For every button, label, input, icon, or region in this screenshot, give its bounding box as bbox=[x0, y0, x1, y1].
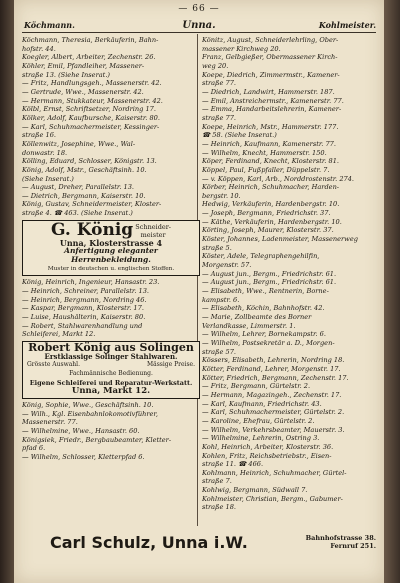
directory-entry-line: straße 57. bbox=[202, 347, 237, 356]
directory-entry-line: Kölbl, Ernst, Schriftsetzer, Nordring 17. bbox=[22, 105, 156, 114]
ad-robert-right-note: Mässige Preise. bbox=[146, 361, 195, 369]
directory-entry-line: — Heinrich, Schreiner, Parallelstr. 13. bbox=[22, 287, 149, 296]
directory-entry-line: kampstr. 6. bbox=[202, 295, 240, 304]
directory-entry-line: — Karoline, Ehefrau, Gürtelstr. 2. bbox=[202, 416, 315, 425]
ad-robert-left-note: Grösste Auswahl. bbox=[27, 361, 80, 369]
left-entries-mid bbox=[22, 278, 200, 339]
directory-entry-line: straße 16. bbox=[22, 131, 57, 140]
footer-advertisement bbox=[22, 528, 376, 556]
directory-entry-line: Morgenstr. 57. bbox=[202, 261, 252, 270]
header-rule bbox=[22, 32, 376, 33]
footer-address: Bahnhofstrasse 38. bbox=[305, 534, 376, 542]
footer-publisher-name: Carl Schulz, Unna i.W. bbox=[50, 532, 248, 552]
directory-entry-line: — Luise, Haushälterin, Kaiserstr. 80. bbox=[22, 313, 146, 322]
right-entries bbox=[202, 36, 378, 512]
directory-entry-line: Schleiferei, Markt 12. bbox=[22, 330, 96, 339]
running-head-center: Unna. bbox=[182, 20, 216, 31]
directory-entry-line: straße 7. bbox=[202, 477, 232, 486]
directory-entry-line: Koegler, Albert, Arbeiter, Zechenstr. 26. bbox=[22, 53, 156, 62]
directory-entry-line: — Emil, Anstreichermstr., Kamenerstr. 77. bbox=[202, 96, 344, 105]
ad-konig-specialty: Anfertigung eleganter Herrenbekleidung. bbox=[64, 246, 158, 265]
directory-entry-line: König, Gustav, Schneidermeister, Kloster- bbox=[22, 200, 162, 209]
directory-entry-line: — Heinrich, Bergmann, Nordring 46. bbox=[22, 295, 147, 304]
directory-entry-line: König, Adolf, Mstr., Geschäftsinh. 10. bbox=[22, 165, 147, 174]
directory-entry-line: Kölker, Adolf, Kaufbursche, Kaiserstr. 80. bbox=[22, 113, 160, 122]
ad-robert-title: Robert König aus Solingen bbox=[28, 341, 194, 354]
ad-konig-address: Unna, Klosterstrasse 4 bbox=[59, 237, 163, 248]
directory-entry-line: Köllenwitz, Josephine, Wwe., Wal- bbox=[22, 139, 136, 148]
robert-konig-advertisement bbox=[22, 341, 200, 399]
directory-entry-line: Verlandkasse, Limmerstr. 1. bbox=[202, 321, 296, 330]
directory-entry-line: Kölling, Eduard, Schlosser, Königstr. 13. bbox=[22, 157, 157, 166]
directory-entry-line: — Elisabeth, Köchin, Bahnhofstr. 42. bbox=[202, 304, 325, 313]
directory-entry-line: Kohlen, Fritz, Reichsbetriebstr., Eisen- bbox=[202, 451, 332, 460]
directory-entry-line: — Marie, Zollbeamte des Borner bbox=[202, 313, 312, 321]
directory-entry-line: Köster, Johannes, Ladenmeister, Massenerweg bbox=[202, 235, 358, 244]
directory-entry-line: Kohlwig, Bergmann, Südwall 7. bbox=[202, 486, 308, 495]
directory-entry-line: König, Heinrich, Ingenieur, Hansastr. 23. bbox=[22, 278, 160, 287]
directory-entry-line: straße 77. bbox=[202, 79, 237, 88]
directory-entry-line: straße 13. (Siehe Inserat.) bbox=[22, 70, 110, 79]
directory-entry-line: — Wilhelm, Postsekretär a. D., Morgen- bbox=[202, 338, 335, 347]
ad-konig-side-2: meister bbox=[140, 230, 166, 239]
directory-entry-line: Köchmann, Theresia, Berkäuferin, Bahn- bbox=[22, 36, 159, 44]
directory-entry-line: straße 4. ☎ 463. (Siehe Inserat.) bbox=[22, 209, 133, 218]
directory-entry-line: — Dietrich, Bergmann, Kaiserstr. 10. bbox=[22, 191, 146, 200]
page-edge bbox=[384, 0, 400, 583]
left-entries-top bbox=[22, 36, 200, 218]
directory-entry-line: Kohlmeister, Christian, Bergm., Gabumer- bbox=[202, 494, 343, 503]
directory-entry-line: — Hermann, Magazingeh., Zechenstr. 17. bbox=[202, 390, 342, 399]
ad-robert-service: Fachmännische Bedienung. bbox=[69, 369, 153, 377]
ad-robert-address: Unna, Markt 12. bbox=[71, 386, 151, 397]
directory-entry-line: straße 18. bbox=[202, 503, 237, 512]
right-column bbox=[202, 36, 378, 512]
directory-entry-line: — Wilhelm, Knecht, Hammerstr. 150. bbox=[202, 148, 327, 157]
directory-entry-line: — Wilhelm, Schlosser, Kletterpfad 6. bbox=[22, 452, 145, 461]
directory-entry-line: — Wilhelmine, Lehrerin, Ostring 3. bbox=[202, 434, 320, 443]
directory-entry-line: — Karl, Schuhmachermeister, Gürtelstr. 2. bbox=[202, 408, 345, 417]
directory-entry-line: ☎ 58. (Siehe Inserat.) bbox=[202, 131, 277, 140]
directory-entry-line: Könitz, August, Schneiderlehrling, Ober- bbox=[202, 36, 339, 44]
directory-entry-line: — August, Dreher, Parallelstr. 13. bbox=[22, 183, 135, 192]
running-head-left: Köchmann. bbox=[24, 20, 75, 30]
directory-page bbox=[14, 0, 384, 583]
left-entries-bottom bbox=[22, 401, 200, 462]
directory-entry-line: — Wilhelmine, Wwe., Hansastr. 60. bbox=[22, 426, 140, 435]
directory-entry-line: Kötter, Ferdinand, Lehrer, Morgenstr. 17. bbox=[202, 364, 341, 373]
directory-entry-line: — Fritz, Handlungsgeh., Massenerstr. 42. bbox=[22, 79, 162, 88]
directory-entry-line: Kössers, Elisabeth, Lehrerin, Nordring 18. bbox=[202, 356, 345, 365]
directory-entry-line: Köppel, Paul, Fußpfaller, Düppelstr. 7. bbox=[202, 165, 330, 174]
directory-entry-line: Kohlmann, Heinrich, Schuhmacher, Gürtel- bbox=[202, 468, 347, 477]
directory-entry-line: — Diedrich, Landwirt, Hammerstr. 187. bbox=[202, 87, 335, 96]
ad-konig-side-1: Schneider- bbox=[135, 222, 171, 231]
directory-entry-line: — Hermann, Stukkateur, Massenerstr. 42. bbox=[22, 96, 163, 105]
directory-entry-line: — v. Köppen, Karl, Arb., Norddrostenstr. 274. bbox=[202, 174, 355, 183]
directory-entry-line: — Joseph, Bergmann, Friedrichstr. 37. bbox=[202, 209, 331, 218]
ad-konig-name: G. König bbox=[50, 220, 134, 241]
directory-entry-line: straße 5. bbox=[202, 243, 232, 252]
directory-entry-line: Köper, Ferdinand, Knecht, Klosterstr. 81. bbox=[202, 157, 339, 166]
directory-entry-line: pfad 6. bbox=[22, 444, 46, 453]
ad-robert-subtitle: Erstklassige Solinger Stahlwaren. bbox=[44, 351, 178, 361]
book-spine bbox=[0, 0, 14, 583]
directory-entry-line: Körting, Joseph, Maurer, Klosterstr. 37. bbox=[202, 226, 334, 235]
directory-entry-line: — Robert, Stahlwarenhandlung und bbox=[22, 321, 143, 330]
directory-entry-line: — August jun., Bergm., Friedrichstr. 61. bbox=[202, 269, 337, 278]
directory-entry-line: Körber, Heinrich, Schuhmacher, Harden- bbox=[202, 183, 340, 192]
ad-robert-workshop: Eigene Schleiferei und Reparatur-Werkstatt. bbox=[29, 378, 193, 387]
directory-entry-line: massener Kirchweg 20. bbox=[202, 44, 281, 53]
directory-entry-line: Massenerstr. 77. bbox=[22, 418, 78, 427]
directory-entry-line: Köhler, Emil, Pfandleiher, Massener- bbox=[22, 61, 145, 70]
directory-entry-line: — Heinrich, Kaufmann, Kamenerstr. 77. bbox=[202, 139, 336, 148]
directory-entry-line: Koepe, Diedrich, Zimmermstr., Kamener- bbox=[202, 70, 340, 79]
directory-entry-line: Kötter, Friedrich, Bergmann, Zechenstr. 17. bbox=[202, 373, 349, 382]
directory-entry-line: Franz, Gelbgießer, Obermassener Kirch- bbox=[202, 53, 338, 62]
directory-entry-line: Kohl, Heinrich, Arbeiter, Klosterstr. 36. bbox=[202, 442, 334, 451]
footer-phone: Fernruf 251. bbox=[330, 542, 376, 550]
directory-entry-line: — August jun., Bergm., Friedrichstr. 61. bbox=[202, 278, 337, 287]
directory-entry-line: bergstr. 10. bbox=[202, 191, 241, 200]
directory-entry-line: straße 11. ☎ 466. bbox=[202, 460, 264, 469]
directory-entry-line: Koepe, Heinrich, Mstr., Hammerstr. 177. bbox=[202, 122, 339, 131]
directory-entry-line: Köster, Adele, Telegraphengehilfin, bbox=[202, 252, 320, 261]
directory-entry-line: — Fritz, Bergmann, Gürtelstr. 2. bbox=[202, 382, 311, 391]
ad-konig-note: Muster in deutschen u. englischen Stoffen. bbox=[47, 265, 175, 272]
directory-entry-line: donwastr. 18. bbox=[22, 148, 68, 157]
directory-entry-line: Hedwig, Verkäuferin, Hardenbergstr. 10. bbox=[202, 200, 340, 209]
directory-entry-line: — Wilhelm, Verkehrsbeamter, Mauerstr. 3. bbox=[202, 425, 345, 434]
left-column bbox=[22, 36, 200, 462]
directory-entry-line: hofstr. 44. bbox=[22, 44, 56, 53]
directory-entry-line: König, Sophie, Wwe., Geschäftsinh. 10. bbox=[22, 400, 154, 409]
directory-entry-line: — Wilhelm, Lehrer, Bornekampstr. 6. bbox=[202, 330, 326, 339]
directory-entry-line: — Elisabeth, Wwe., Rentnerin, Borne- bbox=[202, 287, 329, 296]
directory-entry-line: — Karl, Schuhmachermeister, Kessinger- bbox=[22, 122, 160, 131]
directory-entry-line: — Emma, Handarbeitslehrerin, Kamener- bbox=[202, 105, 342, 114]
directory-entry-line: weg 20. bbox=[202, 61, 229, 70]
page-number: — 66 — bbox=[178, 4, 220, 14]
directory-entry-line: Königsiek, Friedr., Bergbaubeamter, Kletter- bbox=[22, 435, 172, 444]
running-head-right: Kohlmeister. bbox=[318, 20, 376, 30]
directory-entry-line: — Gertrude, Wwe., Massenerstr. 42. bbox=[22, 87, 144, 96]
directory-entry-line: straße 77. bbox=[202, 113, 237, 122]
directory-entry-line: — Wilh., Kgl. Eisenbahnlokomotivführer, bbox=[22, 409, 158, 418]
directory-entry-line: — Käthe, Verkäuferin, Hardenbergstr. 10. bbox=[202, 217, 342, 226]
directory-entry-line: (Siehe Inserat.) bbox=[22, 174, 74, 183]
directory-entry-line: — Kaspar, Bergmann, Klosterstr. 17. bbox=[22, 304, 144, 313]
konig-tailor-advertisement bbox=[22, 220, 200, 277]
directory-entry-line: — Karl, Kaufmann, Friedrichstr. 43. bbox=[202, 399, 322, 408]
